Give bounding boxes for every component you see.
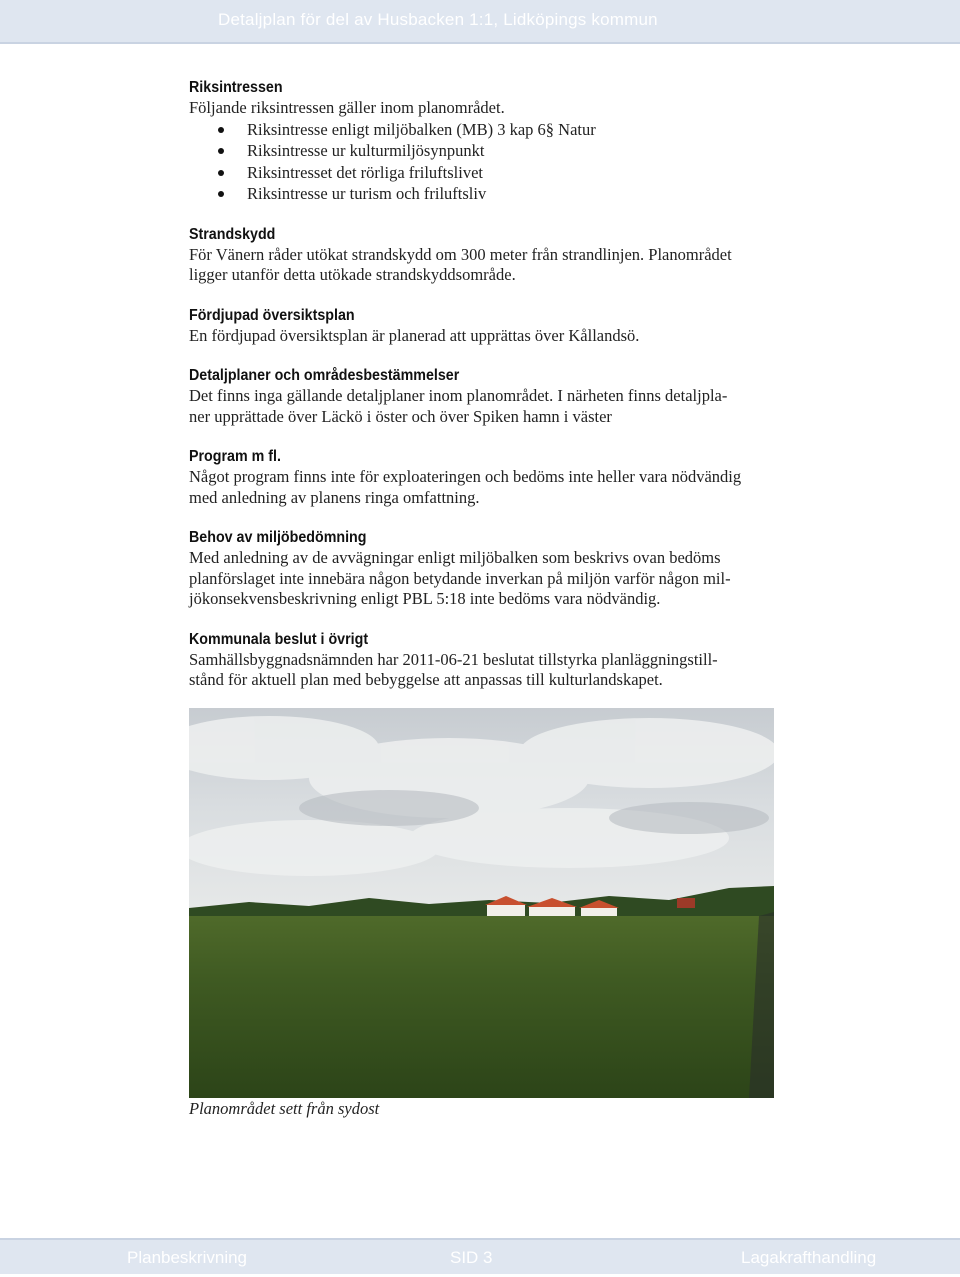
- section-heading: Behov av miljöbedömning: [189, 529, 367, 546]
- paragraph-line: Samhällsbyggnadsnämnden har 2011-06-21 beslutat tillstyrka planläggningstill-: [189, 649, 718, 669]
- landscape-photo: [189, 708, 774, 1098]
- paragraph-line: med anledning av planens ringa omfattning.: [189, 487, 480, 507]
- section-fordjupad-oversiktsplan: [189, 306, 789, 347]
- list-item: Riksintresse enligt miljöbalken (MB) 3 kap 6§ Natur: [247, 119, 789, 141]
- section-kommunala-beslut: [189, 630, 789, 691]
- paragraph: Följande riksintressen gäller inom planområdet.: [189, 98, 505, 117]
- section-strandskydd: [189, 225, 789, 286]
- section-heading: Strandskydd: [189, 225, 276, 243]
- paragraph-line: Det finns inga gällande detaljplaner inom planområdet. I närheten finns detaljpla-: [189, 386, 728, 405]
- section-program: [189, 447, 789, 508]
- paragraph-line: Med anledning av de avvägningar enligt miljöbalken som beskrivs ovan bedöms: [189, 548, 721, 567]
- section-heading: Riksintressen: [189, 79, 283, 96]
- bullet-list: [189, 119, 789, 205]
- section-heading: Fördjupad översiktsplan: [189, 306, 355, 324]
- paragraph-line: En fördjupad översiktsplan är planerad att upprättas över Kållandsö.: [189, 325, 640, 345]
- page-number: SID 3: [450, 1248, 493, 1267]
- list-item: Riksintresse ur kulturmiljösynpunkt: [247, 140, 789, 162]
- paragraph-line: planförslaget inte innebära någon betydande inverkan på miljön varför någon mil-: [189, 568, 731, 588]
- paragraph-line: stånd för aktuell plan med bebyggelse att anpassas till kulturlandskapet.: [189, 670, 663, 689]
- list-item: Riksintresse ur turism och friluftsliv: [247, 183, 789, 205]
- footer-left: Planbeskrivning: [127, 1248, 248, 1267]
- document-title: Detaljplan för del av Husbacken 1:1, Lidköpings kommun: [218, 10, 658, 29]
- paragraph-line: ner upprättade över Läckö i öster och över Spiken hamn i väster: [189, 406, 612, 426]
- field: [189, 916, 774, 1098]
- section-detaljplaner: [189, 366, 789, 427]
- paragraph-line: jökonsekvensbeskrivning enligt PBL 5:18 inte bedöms vara nödvändig.: [189, 589, 661, 608]
- section-heading: Kommunala beslut i övrigt: [189, 630, 369, 648]
- document-body: [189, 78, 789, 711]
- section-heading: Program m fl.: [189, 448, 281, 465]
- footer-right: Lagakrafthandling: [741, 1248, 877, 1267]
- section-riksintressen: [189, 78, 789, 205]
- list-item: Riksintresset det rörliga friluftslivet: [247, 162, 789, 184]
- paragraph-line: Något program finns inte för exploateringen och bedöms inte heller vara nödvändig: [189, 467, 742, 486]
- paragraph-line: För Vänern råder utökat strandskydd om 300 meter från strandlinjen. Planområdet: [189, 244, 732, 264]
- header-band: [0, 0, 960, 44]
- landscape-photo-illustration: [189, 708, 774, 1098]
- section-behov-av-miljobedomning: [189, 528, 789, 610]
- paragraph-line: ligger utanför detta utökade strandskyddsområde.: [189, 265, 516, 284]
- section-heading: Detaljplaner och områdesbestämmelser: [189, 367, 460, 384]
- photo-caption: Planområdet sett från sydost: [189, 1099, 380, 1118]
- footer-band: [0, 1238, 960, 1274]
